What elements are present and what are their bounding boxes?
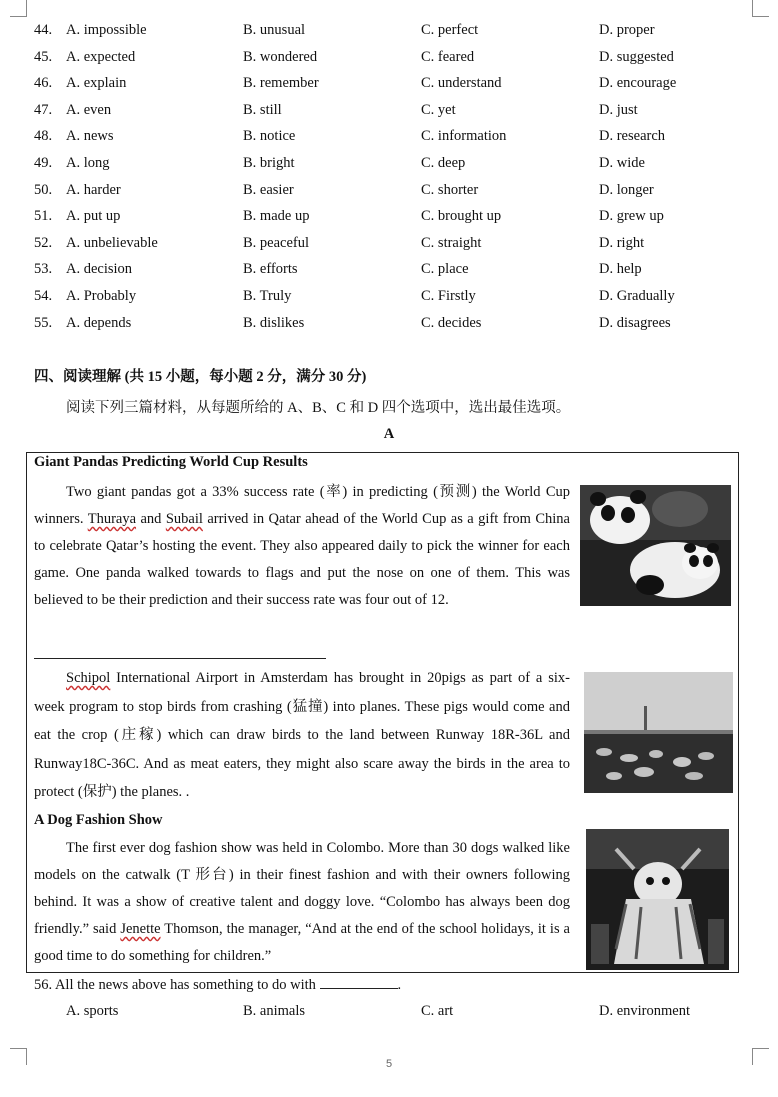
question-number: 47. [34, 101, 53, 118]
option-row [0, 125, 778, 147]
option-a: A. decision [66, 261, 133, 278]
question-number: 55. [34, 314, 53, 331]
question-56-text: 56. All the news above has something to do with [34, 977, 316, 993]
option-a: A. harder [66, 181, 121, 198]
question-number: 45. [34, 48, 53, 65]
question-number: 53. [34, 261, 53, 278]
option-d: D. wide [599, 155, 645, 171]
option-c: C. decides [421, 314, 482, 331]
option-row [0, 232, 778, 254]
crop-mark-top-left [10, 0, 27, 17]
separator-line [34, 658, 326, 659]
page-number: 5 [385, 1058, 393, 1070]
option-d: D. environment [599, 1003, 691, 1019]
question-number: 48. [34, 128, 53, 145]
option-b: B. still [243, 101, 282, 118]
question-number: 54. [34, 288, 53, 304]
option-row [0, 152, 778, 174]
option-c: C. information [421, 128, 507, 145]
option-b: B. wondered [243, 48, 318, 65]
question-56-options [0, 1000, 778, 1022]
pigs-photo [584, 672, 733, 793]
option-c: C. art [421, 1003, 454, 1019]
option-d: D. right [599, 234, 645, 251]
news3-title: A Dog Fashion Show [34, 812, 163, 828]
news2-paragraph [34, 664, 570, 807]
option-row [0, 99, 778, 121]
news1-and: and [136, 511, 166, 527]
option-row [0, 19, 778, 41]
question-56-end: . [397, 977, 402, 993]
option-b: B. remember [243, 75, 319, 92]
option-d: D. suggested [599, 48, 674, 65]
question-number: 46. [34, 75, 53, 92]
option-a: A. expected [66, 48, 136, 65]
option-d: D. disagrees [599, 314, 671, 331]
option-a: A. long [66, 155, 110, 171]
option-d: D. grew up [599, 208, 664, 225]
section-title: 四、阅读理解 (共 15 小题，每小题 2 分，满分 30 分) [34, 369, 367, 385]
option-c: C. Firstly [421, 288, 476, 304]
option-a: A. unbelievable [66, 234, 158, 251]
question-56-stem [34, 976, 401, 994]
option-a: A. explain [66, 75, 127, 92]
option-row [0, 285, 778, 307]
option-b: B. notice [243, 128, 296, 145]
option-d: D. just [599, 101, 638, 118]
news1-name-2: Subail [165, 511, 203, 527]
question-number: 50. [34, 181, 53, 198]
option-row [0, 46, 778, 68]
answer-blank[interactable] [320, 976, 398, 989]
option-a: A. Probably [66, 288, 137, 304]
option-d: D. proper [599, 22, 655, 38]
option-row [0, 179, 778, 201]
option-a: A. impossible [66, 22, 147, 38]
option-d: D. research [599, 128, 666, 145]
question-number: 49. [34, 155, 53, 171]
news3-text-1: The first ever dog fashion show was held in Colombo. More than 30 dogs walked like models on the catwalk (T 形台) in their finest fashion and with their owners following behind. It was a show of creative talent and doggy love. “Colombo has always been dog friendly.” said [34, 840, 570, 937]
option-a: A. sports [66, 1003, 119, 1019]
option-c: C. shorter [421, 181, 479, 198]
option-d: D. encourage [599, 75, 677, 92]
option-row [0, 258, 778, 280]
option-b: B. efforts [243, 261, 298, 278]
question-number: 44. [34, 22, 53, 38]
option-b: B. made up [243, 208, 310, 225]
option-d: D. Gradually [599, 288, 675, 304]
option-b: B. peaceful [243, 234, 310, 251]
option-c: C. deep [421, 155, 466, 171]
news3-text-2: Thomson, the manager, “And at the end of the school holidays, it is a good time to do something for children.” [34, 921, 570, 964]
news2-text: International Airport in Amsterdam has brought in 20pigs as part of a six-week program to stop birds from crashing (猛撞) into planes. These pigs would come and eat the crop (庄稼) which can draw birds to the land between Runway 18R-36L and Runway18C-36C. And as meat eaters, they might also scare away the birds in the area to protect (保护) the planes. . [34, 670, 570, 800]
news1-title: Giant Pandas Predicting World Cup Results [34, 454, 308, 470]
option-c: C. perfect [421, 22, 479, 38]
option-a: A. depends [66, 314, 132, 331]
option-c: C. yet [421, 101, 456, 118]
news1-paragraph [34, 479, 570, 614]
option-c: C. understand [421, 75, 502, 92]
section-instructions: 阅读下列三篇材料，从每题所给的 A、B、C 和 D 四个选项中，选出最佳选项。 [66, 400, 571, 416]
news1-name-1: Thuraya [87, 511, 137, 527]
news2-name: Schipol [66, 670, 111, 686]
news1-text-2: arrived in Qatar ahead of the World Cup as a gift from China to celebrate Qatar’s hosting the event. They also appeared daily to pick the winner for each game. One panda walked towards to flags and put the nose on one of them. This was believed to be their prediction and their success rate was four out of 12. [34, 511, 570, 608]
option-c: C. straight [421, 234, 482, 251]
option-b: B. easier [243, 181, 294, 198]
option-row [0, 312, 778, 334]
news1-text-1: Two giant pandas got a 33% success rate (率) in predicting (预测) the World Cup winners. [34, 484, 570, 527]
question-number: 52. [34, 234, 53, 251]
option-d: D. help [599, 261, 642, 278]
option-b: B. unusual [243, 22, 306, 38]
option-b: B. bright [243, 155, 295, 171]
crop-mark-top-right [752, 0, 769, 17]
news3-name: Jenette [120, 921, 161, 937]
option-b: B. Truly [243, 288, 292, 304]
option-row [0, 72, 778, 94]
option-b: B. animals [243, 1003, 306, 1019]
option-b: B. dislikes [243, 314, 305, 331]
option-a: A. put up [66, 208, 121, 225]
option-a: A. news [66, 128, 114, 145]
option-c: C. brought up [421, 208, 502, 225]
option-row [0, 205, 778, 227]
panda-photo [580, 485, 731, 606]
passage-label: A [383, 426, 395, 442]
news3-paragraph [34, 835, 570, 970]
option-c: C. feared [421, 48, 475, 65]
option-a: A. even [66, 101, 112, 118]
question-number: 51. [34, 208, 53, 225]
dog-photo [586, 829, 729, 970]
option-d: D. longer [599, 181, 654, 198]
option-c: C. place [421, 261, 469, 278]
